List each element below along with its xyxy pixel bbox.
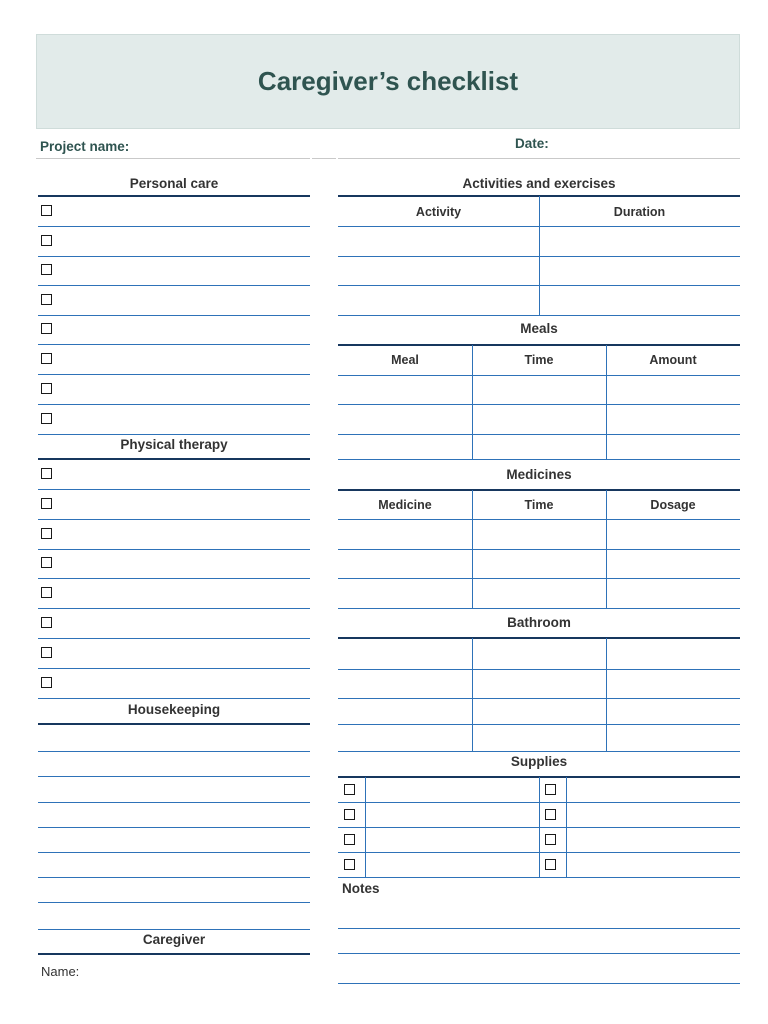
supplies-item-field[interactable] [568,829,738,850]
personal-care-row-line [38,434,310,435]
physical-therapy-item-field[interactable] [58,491,310,518]
bathroom-row-line [338,724,740,725]
personal-care-row-line [38,374,310,375]
meal-column-header: Meal [391,353,419,367]
meals-cell[interactable] [608,436,738,458]
housekeeping-item-field[interactable] [38,878,310,901]
personal-care-item-field[interactable] [58,287,310,314]
medicines-cell[interactable] [340,551,470,577]
housekeeping-item-field[interactable] [38,905,310,928]
supplies-item-field[interactable] [367,829,537,850]
personal-care-checkbox[interactable] [41,383,52,394]
project-name-field[interactable] [140,134,510,158]
personal-care-checkbox[interactable] [41,413,52,424]
housekeeping-header: Housekeeping [127,702,221,717]
housekeeping-row-line [38,902,310,903]
supplies-column-divider [365,777,366,877]
personal-care-row-line [38,285,310,286]
personal-care-checkbox[interactable] [41,323,52,334]
medicines-cell[interactable] [474,580,604,607]
medicines-row-line [338,519,740,520]
physical-therapy-checkbox[interactable] [41,677,52,688]
supplies-item-field[interactable] [568,804,738,825]
medicines-column-divider [472,490,473,608]
supplies-header: Supplies [510,754,568,769]
medicines-header-rule [338,489,740,491]
medicines-cell[interactable] [474,521,604,548]
medicines-cell[interactable] [608,580,738,607]
housekeeping-item-field[interactable] [38,727,310,750]
date-underline [338,158,740,159]
physical-therapy-item-field[interactable] [58,640,310,667]
physical-therapy-checkbox[interactable] [41,498,52,509]
physical-therapy-checkbox[interactable] [41,617,52,628]
physical-therapy-checkbox[interactable] [41,557,52,568]
supplies-item-field[interactable] [367,779,537,800]
meals-cell[interactable] [474,436,604,458]
housekeeping-header-rule [38,723,310,725]
personal-care-item-field[interactable] [58,316,310,343]
medicines-column-divider [606,490,607,608]
medicines-cell[interactable] [340,580,470,607]
activities-column-divider [539,196,540,315]
supplies-checkbox[interactable] [344,834,355,845]
notes-label: Notes [342,881,380,896]
physical-therapy-item-field[interactable] [58,521,310,548]
medicine-time-column-header: Time [524,498,554,512]
personal-care-header-rule [38,195,310,197]
meals-row-line [338,459,740,460]
personal-care-item-field[interactable] [58,257,310,284]
medicines-row-line [338,608,740,609]
physical-therapy-checkbox[interactable] [41,647,52,658]
activities-header: Activities and exercises [462,176,616,191]
bathroom-cell[interactable] [474,640,604,697]
supplies-checkbox[interactable] [344,784,355,795]
personal-care-checkbox[interactable] [41,235,52,246]
bathroom-cell[interactable] [608,726,738,750]
housekeeping-item-field[interactable] [38,778,310,801]
bathroom-cell[interactable] [474,700,604,723]
project-name-label: Project name: [40,139,130,154]
supplies-row-line [338,877,740,878]
bathroom-row-line [338,698,740,699]
page-title: Caregiver’s checklist [257,66,519,96]
physical-therapy-header-rule [38,458,310,460]
physical-therapy-row-line [38,519,310,520]
medicines-cell[interactable] [608,521,738,548]
meals-cell[interactable] [474,406,604,433]
activities-cell[interactable] [541,287,738,314]
physical-therapy-row-line [38,608,310,609]
bathroom-cell[interactable] [340,726,470,750]
supplies-checkbox[interactable] [545,784,556,795]
housekeeping-item-field[interactable] [38,803,310,826]
personal-care-item-field[interactable] [58,346,310,373]
supplies-item-field[interactable] [367,854,537,875]
bathroom-header: Bathroom [507,615,571,630]
medicines-row-line [338,549,740,550]
supplies-item-field[interactable] [367,804,537,825]
physical-therapy-row-line [38,698,310,699]
physical-therapy-item-field[interactable] [58,610,310,637]
medicines-cell[interactable] [474,551,604,577]
personal-care-checkbox[interactable] [41,353,52,364]
meals-cell[interactable] [340,406,470,433]
meals-cell[interactable] [608,406,738,433]
bathroom-column-divider [472,638,473,751]
housekeeping-item-field[interactable] [38,853,310,876]
activity-column-header: Activity [415,205,462,219]
physical-therapy-row-line [38,489,310,490]
physical-therapy-item-field[interactable] [58,670,310,697]
supplies-column-divider [539,777,540,877]
activities-cell[interactable] [541,258,738,284]
physical-therapy-item-field[interactable] [58,461,310,488]
medicine-column-header: Medicine [378,498,432,512]
personal-care-row-line [38,344,310,345]
duration-column-header: Duration [613,205,666,219]
physical-therapy-checkbox[interactable] [41,468,52,479]
personal-care-checkbox[interactable] [41,294,52,305]
meals-header: Meals [520,321,558,336]
date-field[interactable] [555,134,740,158]
physical-therapy-checkbox[interactable] [41,528,52,539]
medicines-row-line [338,578,740,579]
activities-cell[interactable] [541,228,738,255]
dosage-column-header: Dosage [650,498,696,512]
bathroom-cell[interactable] [340,640,470,697]
medicines-cell[interactable] [340,521,470,548]
caregiver-name-field[interactable] [90,960,310,984]
bathroom-cell[interactable] [608,640,738,697]
meals-row-line [338,404,740,405]
project-underline-gap [312,158,336,159]
physical-therapy-row-line [38,638,310,639]
notes-field[interactable] [338,898,740,984]
physical-therapy-header: Physical therapy [120,437,228,452]
medicines-cell[interactable] [608,551,738,577]
housekeeping-item-field[interactable] [38,752,310,775]
meals-header-rule [338,344,740,346]
personal-care-item-field[interactable] [58,406,310,433]
supplies-checkbox[interactable] [344,859,355,870]
personal-care-header: Personal care [129,176,219,191]
caregiver-header: Caregiver [142,932,206,947]
personal-care-row-line [38,404,310,405]
meals-row-line [338,375,740,376]
housekeeping-row-line [38,776,310,777]
date-label: Date: [515,136,549,151]
meals-cell[interactable] [608,377,738,403]
supplies-item-field[interactable] [568,854,738,875]
housekeeping-item-field[interactable] [38,828,310,851]
supplies-column-divider [566,777,567,877]
meals-cell[interactable] [340,436,470,458]
supplies-checkbox[interactable] [344,809,355,820]
personal-care-checkbox[interactable] [41,264,52,275]
meals-cell[interactable] [474,377,604,403]
housekeeping-row-line [38,929,310,930]
activities-cell[interactable] [340,287,537,314]
medicines-header: Medicines [506,467,572,482]
physical-therapy-row-line [38,578,310,579]
physical-therapy-item-field[interactable] [58,550,310,577]
caregiver-header-rule [38,953,310,955]
physical-therapy-row-line [38,668,310,669]
personal-care-item-field[interactable] [58,198,310,225]
activities-cell[interactable] [340,258,537,284]
caregiver-name-label: Name: [41,964,80,979]
personal-care-checkbox[interactable] [41,205,52,216]
bathroom-column-divider [606,638,607,751]
title-banner [36,34,740,129]
meal-time-column-header: Time [524,353,554,367]
meals-column-divider [606,345,607,459]
bathroom-header-rule [338,637,740,639]
bathroom-cell[interactable] [608,700,738,723]
personal-care-item-field[interactable] [58,228,310,255]
project-underline [36,158,310,159]
meals-column-divider [472,345,473,459]
physical-therapy-item-field[interactable] [58,580,310,607]
bathroom-cell[interactable] [474,726,604,750]
amount-column-header: Amount [649,353,697,367]
meals-cell[interactable] [340,377,470,403]
meals-row-line [338,434,740,435]
supplies-checkbox[interactable] [545,834,556,845]
activities-cell[interactable] [340,228,537,255]
activities-row-line [338,315,740,316]
bathroom-row-line [338,751,740,752]
personal-care-item-field[interactable] [58,376,310,403]
bathroom-cell[interactable] [340,700,470,723]
supplies-checkbox[interactable] [545,809,556,820]
supplies-checkbox[interactable] [545,859,556,870]
personal-care-row-line [38,226,310,227]
supplies-item-field[interactable] [568,779,738,800]
physical-therapy-checkbox[interactable] [41,587,52,598]
